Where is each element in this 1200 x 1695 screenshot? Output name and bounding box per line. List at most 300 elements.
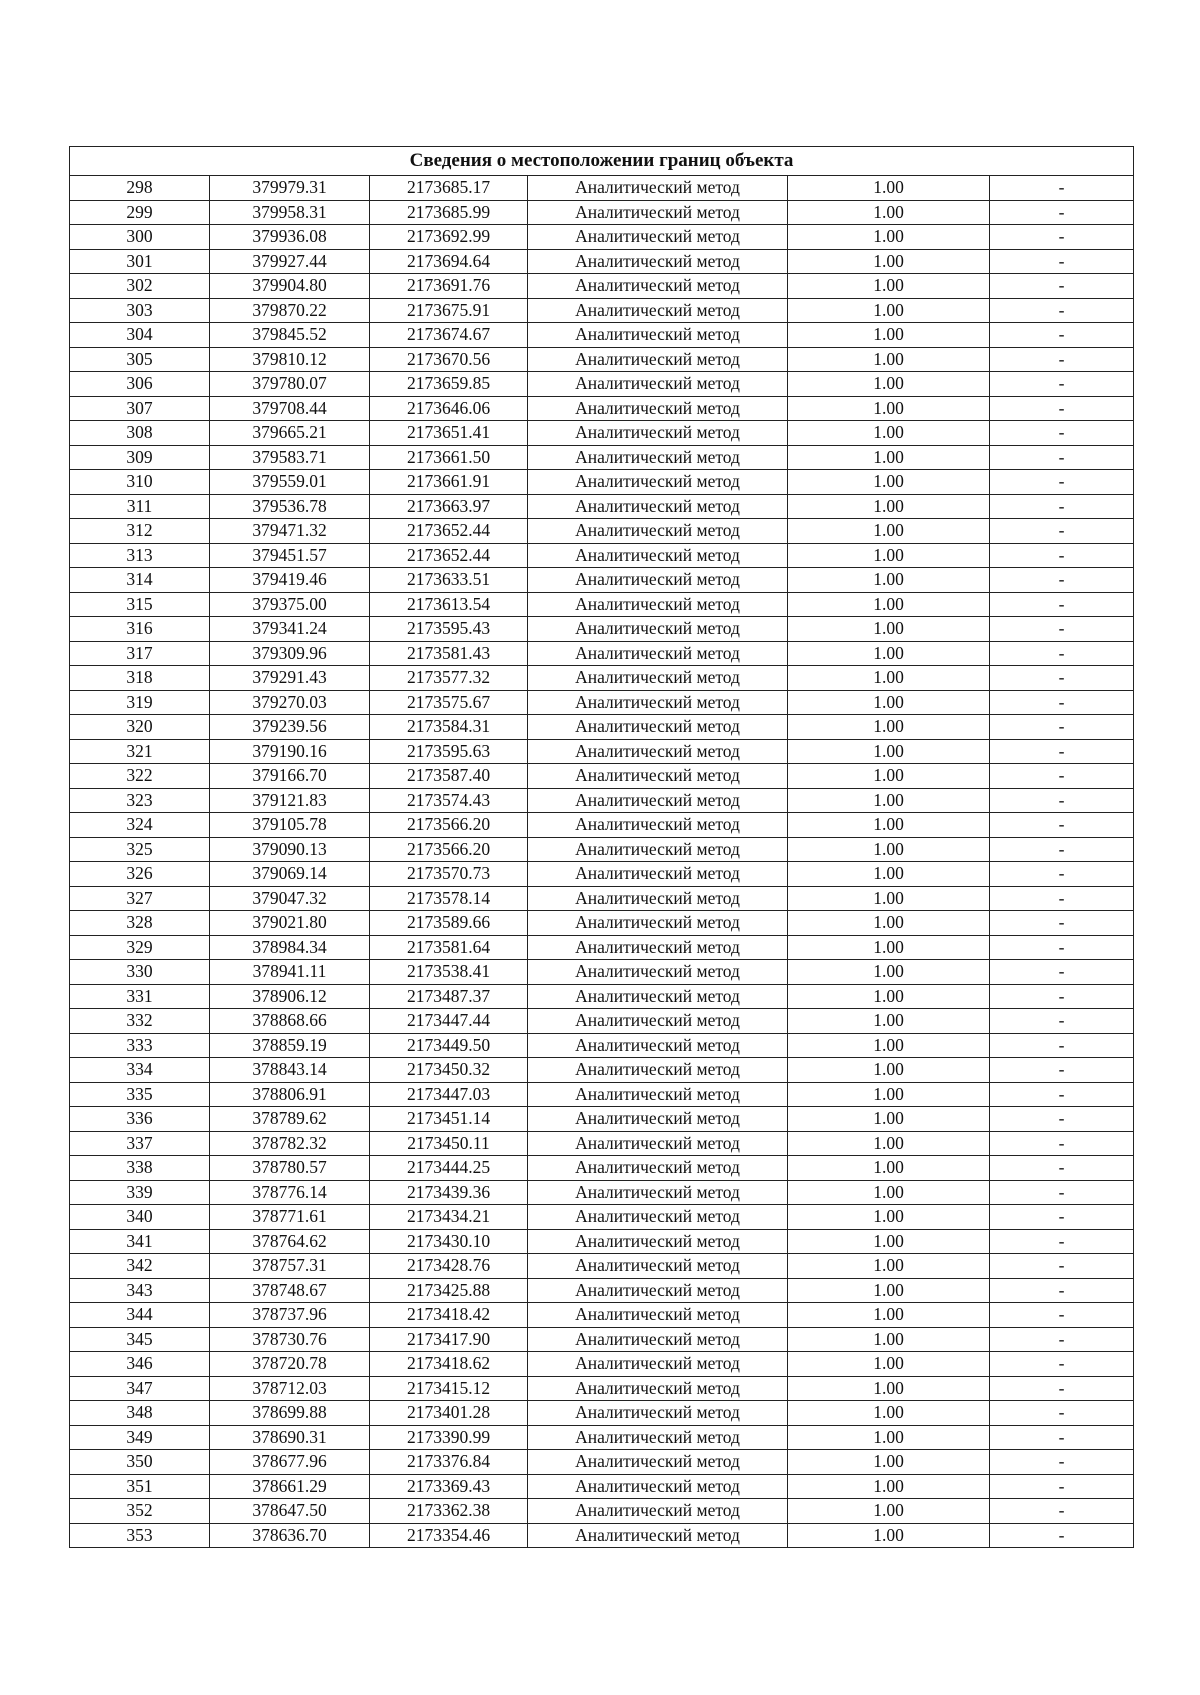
- point-number-cell: 331: [70, 984, 210, 1009]
- method-cell: Аналитический метод: [528, 984, 788, 1009]
- y-coordinate-cell: 2173661.91: [370, 470, 528, 495]
- point-number-cell: 301: [70, 249, 210, 274]
- x-coordinate-cell: 379583.71: [210, 445, 370, 470]
- method-cell: Аналитический метод: [528, 592, 788, 617]
- method-cell: Аналитический метод: [528, 494, 788, 519]
- table-row: [70, 200, 1134, 225]
- method-cell: Аналитический метод: [528, 1229, 788, 1254]
- y-coordinate-cell: 2173694.64: [370, 249, 528, 274]
- table-row: [70, 666, 1134, 691]
- method-cell: Аналитический метод: [528, 641, 788, 666]
- description-cell: -: [990, 617, 1134, 642]
- table-row: [70, 1376, 1134, 1401]
- table-row: [70, 1131, 1134, 1156]
- x-coordinate-cell: 379451.57: [210, 543, 370, 568]
- point-number-cell: 311: [70, 494, 210, 519]
- table-row: [70, 274, 1134, 299]
- description-cell: -: [990, 225, 1134, 250]
- x-coordinate-cell: 378806.91: [210, 1082, 370, 1107]
- table-row: [70, 690, 1134, 715]
- method-cell: Аналитический метод: [528, 568, 788, 593]
- accuracy-cell: 1.00: [788, 519, 990, 544]
- point-number-cell: 314: [70, 568, 210, 593]
- description-cell: -: [990, 1474, 1134, 1499]
- y-coordinate-cell: 2173434.21: [370, 1205, 528, 1230]
- table-row: [70, 1303, 1134, 1328]
- description-cell: -: [990, 837, 1134, 862]
- description-cell: -: [990, 1009, 1134, 1034]
- method-cell: Аналитический метод: [528, 666, 788, 691]
- x-coordinate-cell: 379536.78: [210, 494, 370, 519]
- table-title-row: [70, 147, 1134, 176]
- table-row: [70, 1499, 1134, 1524]
- description-cell: -: [990, 1205, 1134, 1230]
- y-coordinate-cell: 2173418.42: [370, 1303, 528, 1328]
- method-cell: Аналитический метод: [528, 1376, 788, 1401]
- accuracy-cell: 1.00: [788, 1254, 990, 1279]
- method-cell: Аналитический метод: [528, 715, 788, 740]
- table-row: [70, 1205, 1134, 1230]
- method-cell: Аналитический метод: [528, 200, 788, 225]
- description-cell: -: [990, 1107, 1134, 1132]
- point-number-cell: 322: [70, 764, 210, 789]
- table-row: [70, 592, 1134, 617]
- table-row: [70, 617, 1134, 642]
- x-coordinate-cell: 378677.96: [210, 1450, 370, 1475]
- y-coordinate-cell: 2173589.66: [370, 911, 528, 936]
- accuracy-cell: 1.00: [788, 1009, 990, 1034]
- y-coordinate-cell: 2173369.43: [370, 1474, 528, 1499]
- table-row: [70, 739, 1134, 764]
- y-coordinate-cell: 2173651.41: [370, 421, 528, 446]
- y-coordinate-cell: 2173444.25: [370, 1156, 528, 1181]
- table-row: [70, 298, 1134, 323]
- point-number-cell: 334: [70, 1058, 210, 1083]
- accuracy-cell: 1.00: [788, 445, 990, 470]
- accuracy-cell: 1.00: [788, 617, 990, 642]
- method-cell: Аналитический метод: [528, 225, 788, 250]
- point-number-cell: 328: [70, 911, 210, 936]
- method-cell: Аналитический метод: [528, 1033, 788, 1058]
- table-row: [70, 543, 1134, 568]
- description-cell: -: [990, 715, 1134, 740]
- table-row: [70, 372, 1134, 397]
- table-row: [70, 1156, 1134, 1181]
- accuracy-cell: 1.00: [788, 666, 990, 691]
- point-number-cell: 342: [70, 1254, 210, 1279]
- method-cell: Аналитический метод: [528, 176, 788, 201]
- accuracy-cell: 1.00: [788, 813, 990, 838]
- method-cell: Аналитический метод: [528, 1156, 788, 1181]
- description-cell: -: [990, 1254, 1134, 1279]
- x-coordinate-cell: 379936.08: [210, 225, 370, 250]
- method-cell: Аналитический метод: [528, 519, 788, 544]
- y-coordinate-cell: 2173581.64: [370, 935, 528, 960]
- method-cell: Аналитический метод: [528, 1254, 788, 1279]
- boundary-coordinates-table: [69, 146, 1134, 1548]
- point-number-cell: 348: [70, 1401, 210, 1426]
- y-coordinate-cell: 2173401.28: [370, 1401, 528, 1426]
- method-cell: Аналитический метод: [528, 960, 788, 985]
- description-cell: -: [990, 200, 1134, 225]
- method-cell: Аналитический метод: [528, 1474, 788, 1499]
- description-cell: -: [990, 592, 1134, 617]
- description-cell: -: [990, 1450, 1134, 1475]
- table-row: [70, 1425, 1134, 1450]
- point-number-cell: 346: [70, 1352, 210, 1377]
- document-page: [69, 146, 1133, 1548]
- point-number-cell: 350: [70, 1450, 210, 1475]
- x-coordinate-cell: 378720.78: [210, 1352, 370, 1377]
- table-row: [70, 813, 1134, 838]
- table-row: [70, 911, 1134, 936]
- description-cell: -: [990, 1033, 1134, 1058]
- point-number-cell: 324: [70, 813, 210, 838]
- table-row: [70, 984, 1134, 1009]
- x-coordinate-cell: 378941.11: [210, 960, 370, 985]
- table-row: [70, 1254, 1134, 1279]
- method-cell: Аналитический метод: [528, 1107, 788, 1132]
- y-coordinate-cell: 2173354.46: [370, 1523, 528, 1548]
- accuracy-cell: 1.00: [788, 421, 990, 446]
- method-cell: Аналитический метод: [528, 862, 788, 887]
- accuracy-cell: 1.00: [788, 1156, 990, 1181]
- method-cell: Аналитический метод: [528, 1499, 788, 1524]
- method-cell: Аналитический метод: [528, 935, 788, 960]
- accuracy-cell: 1.00: [788, 1474, 990, 1499]
- x-coordinate-cell: 379105.78: [210, 813, 370, 838]
- accuracy-cell: 1.00: [788, 1229, 990, 1254]
- y-coordinate-cell: 2173450.32: [370, 1058, 528, 1083]
- description-cell: -: [990, 788, 1134, 813]
- accuracy-cell: 1.00: [788, 1107, 990, 1132]
- method-cell: Аналитический метод: [528, 739, 788, 764]
- x-coordinate-cell: 378699.88: [210, 1401, 370, 1426]
- method-cell: Аналитический метод: [528, 1180, 788, 1205]
- point-number-cell: 353: [70, 1523, 210, 1548]
- table-row: [70, 1180, 1134, 1205]
- y-coordinate-cell: 2173430.10: [370, 1229, 528, 1254]
- y-coordinate-cell: 2173685.17: [370, 176, 528, 201]
- x-coordinate-cell: 378748.67: [210, 1278, 370, 1303]
- x-coordinate-cell: 378984.34: [210, 935, 370, 960]
- description-cell: -: [990, 813, 1134, 838]
- accuracy-cell: 1.00: [788, 960, 990, 985]
- method-cell: Аналитический метод: [528, 543, 788, 568]
- table-row: [70, 1450, 1134, 1475]
- y-coordinate-cell: 2173652.44: [370, 543, 528, 568]
- point-number-cell: 347: [70, 1376, 210, 1401]
- x-coordinate-cell: 379166.70: [210, 764, 370, 789]
- accuracy-cell: 1.00: [788, 641, 990, 666]
- method-cell: Аналитический метод: [528, 323, 788, 348]
- table-row: [70, 641, 1134, 666]
- y-coordinate-cell: 2173538.41: [370, 960, 528, 985]
- table-row: [70, 225, 1134, 250]
- x-coordinate-cell: 378789.62: [210, 1107, 370, 1132]
- x-coordinate-cell: 378730.76: [210, 1327, 370, 1352]
- description-cell: -: [990, 886, 1134, 911]
- description-cell: -: [990, 1523, 1134, 1548]
- accuracy-cell: 1.00: [788, 1450, 990, 1475]
- point-number-cell: 303: [70, 298, 210, 323]
- y-coordinate-cell: 2173584.31: [370, 715, 528, 740]
- x-coordinate-cell: 379665.21: [210, 421, 370, 446]
- description-cell: -: [990, 1156, 1134, 1181]
- y-coordinate-cell: 2173659.85: [370, 372, 528, 397]
- x-coordinate-cell: 378690.31: [210, 1425, 370, 1450]
- method-cell: Аналитический метод: [528, 1131, 788, 1156]
- method-cell: Аналитический метод: [528, 298, 788, 323]
- method-cell: Аналитический метод: [528, 1278, 788, 1303]
- point-number-cell: 335: [70, 1082, 210, 1107]
- point-number-cell: 321: [70, 739, 210, 764]
- point-number-cell: 299: [70, 200, 210, 225]
- x-coordinate-cell: 378712.03: [210, 1376, 370, 1401]
- description-cell: -: [990, 862, 1134, 887]
- y-coordinate-cell: 2173487.37: [370, 984, 528, 1009]
- accuracy-cell: 1.00: [788, 225, 990, 250]
- point-number-cell: 298: [70, 176, 210, 201]
- point-number-cell: 329: [70, 935, 210, 960]
- y-coordinate-cell: 2173439.36: [370, 1180, 528, 1205]
- x-coordinate-cell: 378776.14: [210, 1180, 370, 1205]
- x-coordinate-cell: 378906.12: [210, 984, 370, 1009]
- accuracy-cell: 1.00: [788, 396, 990, 421]
- accuracy-cell: 1.00: [788, 543, 990, 568]
- point-number-cell: 351: [70, 1474, 210, 1499]
- y-coordinate-cell: 2173685.99: [370, 200, 528, 225]
- table-row: [70, 715, 1134, 740]
- table-row: [70, 1327, 1134, 1352]
- accuracy-cell: 1.00: [788, 323, 990, 348]
- y-coordinate-cell: 2173390.99: [370, 1425, 528, 1450]
- y-coordinate-cell: 2173692.99: [370, 225, 528, 250]
- point-number-cell: 325: [70, 837, 210, 862]
- accuracy-cell: 1.00: [788, 690, 990, 715]
- accuracy-cell: 1.00: [788, 176, 990, 201]
- accuracy-cell: 1.00: [788, 1376, 990, 1401]
- x-coordinate-cell: 379121.83: [210, 788, 370, 813]
- table-row: [70, 1229, 1134, 1254]
- y-coordinate-cell: 2173574.43: [370, 788, 528, 813]
- point-number-cell: 302: [70, 274, 210, 299]
- description-cell: -: [990, 176, 1134, 201]
- x-coordinate-cell: 379708.44: [210, 396, 370, 421]
- y-coordinate-cell: 2173578.14: [370, 886, 528, 911]
- method-cell: Аналитический метод: [528, 1058, 788, 1083]
- point-number-cell: 315: [70, 592, 210, 617]
- accuracy-cell: 1.00: [788, 568, 990, 593]
- x-coordinate-cell: 379047.32: [210, 886, 370, 911]
- x-coordinate-cell: 379021.80: [210, 911, 370, 936]
- y-coordinate-cell: 2173415.12: [370, 1376, 528, 1401]
- table-row: [70, 249, 1134, 274]
- point-number-cell: 300: [70, 225, 210, 250]
- accuracy-cell: 1.00: [788, 347, 990, 372]
- y-coordinate-cell: 2173447.03: [370, 1082, 528, 1107]
- y-coordinate-cell: 2173447.44: [370, 1009, 528, 1034]
- point-number-cell: 327: [70, 886, 210, 911]
- description-cell: -: [990, 1499, 1134, 1524]
- accuracy-cell: 1.00: [788, 911, 990, 936]
- accuracy-cell: 1.00: [788, 200, 990, 225]
- method-cell: Аналитический метод: [528, 372, 788, 397]
- x-coordinate-cell: 379979.31: [210, 176, 370, 201]
- method-cell: Аналитический метод: [528, 788, 788, 813]
- point-number-cell: 323: [70, 788, 210, 813]
- method-cell: Аналитический метод: [528, 1425, 788, 1450]
- table-row: [70, 323, 1134, 348]
- description-cell: -: [990, 519, 1134, 544]
- table-row: [70, 764, 1134, 789]
- table-row: [70, 1278, 1134, 1303]
- accuracy-cell: 1.00: [788, 274, 990, 299]
- x-coordinate-cell: 378868.66: [210, 1009, 370, 1034]
- accuracy-cell: 1.00: [788, 1327, 990, 1352]
- table-row: [70, 960, 1134, 985]
- description-cell: -: [990, 666, 1134, 691]
- description-cell: -: [990, 1082, 1134, 1107]
- point-number-cell: 313: [70, 543, 210, 568]
- x-coordinate-cell: 379927.44: [210, 249, 370, 274]
- description-cell: -: [990, 1131, 1134, 1156]
- method-cell: Аналитический метод: [528, 249, 788, 274]
- x-coordinate-cell: 379958.31: [210, 200, 370, 225]
- x-coordinate-cell: 378843.14: [210, 1058, 370, 1083]
- y-coordinate-cell: 2173570.73: [370, 862, 528, 887]
- y-coordinate-cell: 2173652.44: [370, 519, 528, 544]
- y-coordinate-cell: 2173595.63: [370, 739, 528, 764]
- point-number-cell: 310: [70, 470, 210, 495]
- table-row: [70, 862, 1134, 887]
- description-cell: -: [990, 935, 1134, 960]
- accuracy-cell: 1.00: [788, 249, 990, 274]
- description-cell: -: [990, 1229, 1134, 1254]
- method-cell: Аналитический метод: [528, 764, 788, 789]
- description-cell: -: [990, 960, 1134, 985]
- description-cell: -: [990, 764, 1134, 789]
- accuracy-cell: 1.00: [788, 984, 990, 1009]
- x-coordinate-cell: 379870.22: [210, 298, 370, 323]
- x-coordinate-cell: 379780.07: [210, 372, 370, 397]
- x-coordinate-cell: 379239.56: [210, 715, 370, 740]
- point-number-cell: 318: [70, 666, 210, 691]
- accuracy-cell: 1.00: [788, 1180, 990, 1205]
- y-coordinate-cell: 2173633.51: [370, 568, 528, 593]
- x-coordinate-cell: 379845.52: [210, 323, 370, 348]
- point-number-cell: 337: [70, 1131, 210, 1156]
- accuracy-cell: 1.00: [788, 764, 990, 789]
- x-coordinate-cell: 379090.13: [210, 837, 370, 862]
- x-coordinate-cell: 379810.12: [210, 347, 370, 372]
- description-cell: -: [990, 984, 1134, 1009]
- point-number-cell: 308: [70, 421, 210, 446]
- y-coordinate-cell: 2173418.62: [370, 1352, 528, 1377]
- point-number-cell: 309: [70, 445, 210, 470]
- table-row: [70, 886, 1134, 911]
- x-coordinate-cell: 379471.32: [210, 519, 370, 544]
- method-cell: Аналитический метод: [528, 1523, 788, 1548]
- x-coordinate-cell: 378737.96: [210, 1303, 370, 1328]
- point-number-cell: 343: [70, 1278, 210, 1303]
- description-cell: -: [990, 323, 1134, 348]
- y-coordinate-cell: 2173450.11: [370, 1131, 528, 1156]
- y-coordinate-cell: 2173663.97: [370, 494, 528, 519]
- table-row: [70, 568, 1134, 593]
- accuracy-cell: 1.00: [788, 1082, 990, 1107]
- description-cell: -: [990, 568, 1134, 593]
- table-row: [70, 347, 1134, 372]
- table-row: [70, 470, 1134, 495]
- description-cell: -: [990, 739, 1134, 764]
- x-coordinate-cell: 379375.00: [210, 592, 370, 617]
- method-cell: Аналитический метод: [528, 837, 788, 862]
- description-cell: -: [990, 1352, 1134, 1377]
- method-cell: Аналитический метод: [528, 1327, 788, 1352]
- method-cell: Аналитический метод: [528, 445, 788, 470]
- method-cell: Аналитический метод: [528, 1352, 788, 1377]
- method-cell: Аналитический метод: [528, 1009, 788, 1034]
- accuracy-cell: 1.00: [788, 592, 990, 617]
- point-number-cell: 330: [70, 960, 210, 985]
- description-cell: -: [990, 372, 1134, 397]
- method-cell: Аналитический метод: [528, 813, 788, 838]
- accuracy-cell: 1.00: [788, 1523, 990, 1548]
- y-coordinate-cell: 2173670.56: [370, 347, 528, 372]
- table-row: [70, 445, 1134, 470]
- table-row: [70, 1523, 1134, 1548]
- description-cell: -: [990, 911, 1134, 936]
- description-cell: -: [990, 347, 1134, 372]
- x-coordinate-cell: 378636.70: [210, 1523, 370, 1548]
- table-row: [70, 494, 1134, 519]
- description-cell: -: [990, 494, 1134, 519]
- x-coordinate-cell: 379069.14: [210, 862, 370, 887]
- method-cell: Аналитический метод: [528, 1082, 788, 1107]
- table-row: [70, 176, 1134, 201]
- method-cell: Аналитический метод: [528, 690, 788, 715]
- y-coordinate-cell: 2173595.43: [370, 617, 528, 642]
- table-row: [70, 935, 1134, 960]
- accuracy-cell: 1.00: [788, 1425, 990, 1450]
- table-row: [70, 788, 1134, 813]
- table-row: [70, 1058, 1134, 1083]
- method-cell: Аналитический метод: [528, 1450, 788, 1475]
- accuracy-cell: 1.00: [788, 837, 990, 862]
- point-number-cell: 333: [70, 1033, 210, 1058]
- table-row: [70, 1082, 1134, 1107]
- point-number-cell: 332: [70, 1009, 210, 1034]
- x-coordinate-cell: 379904.80: [210, 274, 370, 299]
- method-cell: Аналитический метод: [528, 274, 788, 299]
- x-coordinate-cell: 378661.29: [210, 1474, 370, 1499]
- point-number-cell: 306: [70, 372, 210, 397]
- method-cell: Аналитический метод: [528, 396, 788, 421]
- x-coordinate-cell: 379291.43: [210, 666, 370, 691]
- y-coordinate-cell: 2173646.06: [370, 396, 528, 421]
- point-number-cell: 317: [70, 641, 210, 666]
- y-coordinate-cell: 2173566.20: [370, 837, 528, 862]
- accuracy-cell: 1.00: [788, 372, 990, 397]
- point-number-cell: 345: [70, 1327, 210, 1352]
- method-cell: Аналитический метод: [528, 1205, 788, 1230]
- table-row: [70, 1107, 1134, 1132]
- y-coordinate-cell: 2173587.40: [370, 764, 528, 789]
- accuracy-cell: 1.00: [788, 470, 990, 495]
- y-coordinate-cell: 2173675.91: [370, 298, 528, 323]
- description-cell: -: [990, 470, 1134, 495]
